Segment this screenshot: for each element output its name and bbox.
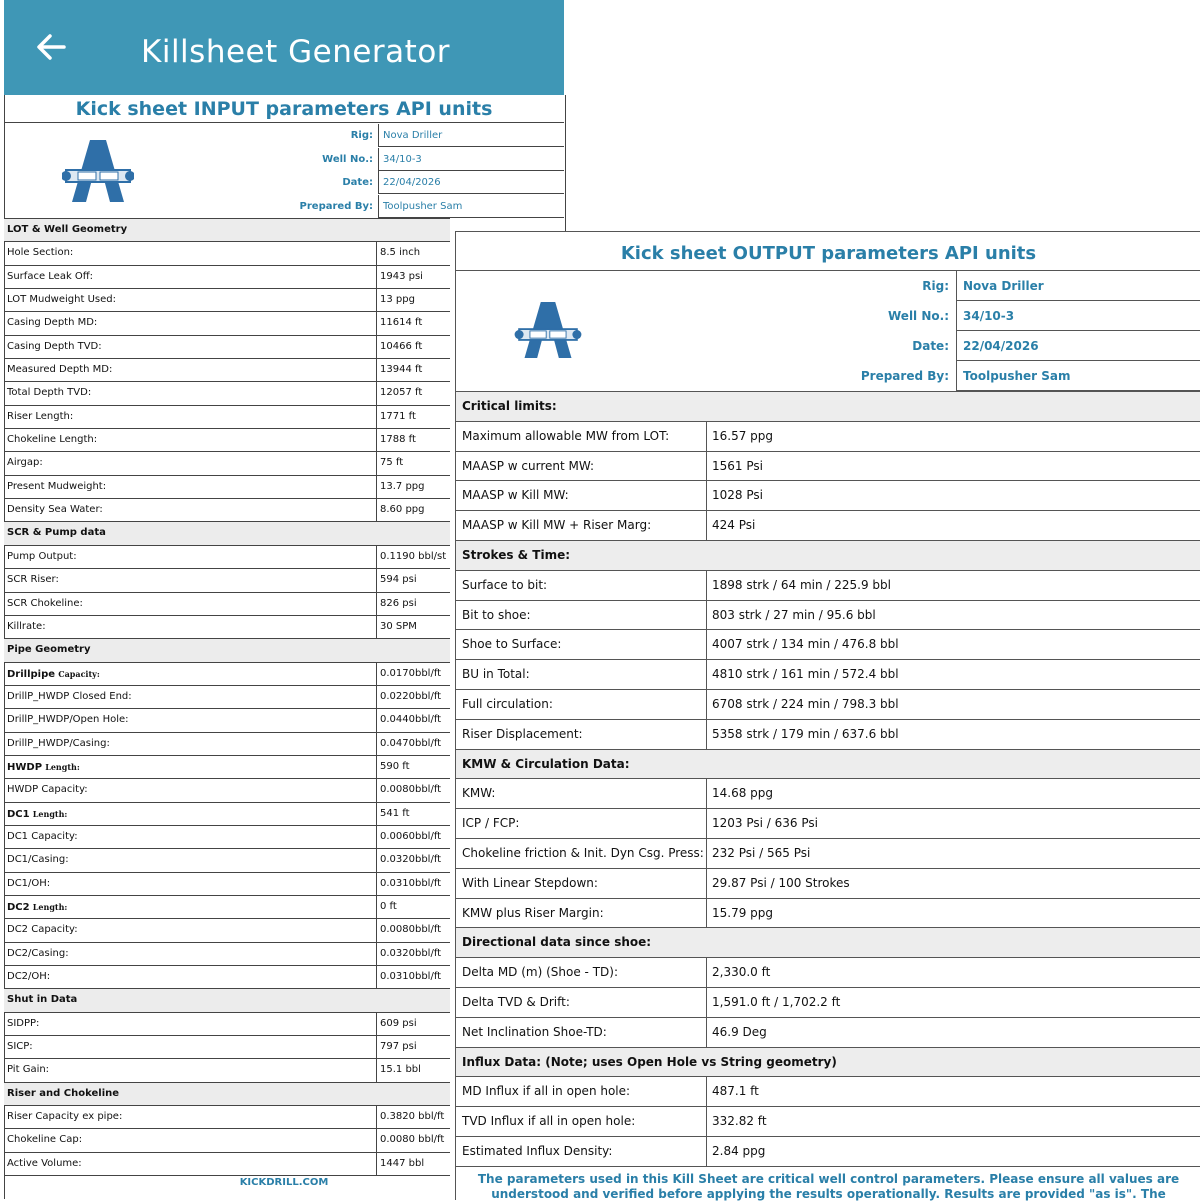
- param-value[interactable]: 1771 ft: [376, 406, 450, 428]
- table-row: [4, 896, 450, 919]
- param-label: Present Mudweight:: [7, 480, 107, 492]
- table-row: [456, 899, 1200, 929]
- section-header: [456, 1048, 1200, 1078]
- table-row: [4, 1106, 450, 1129]
- param-value[interactable]: 1943 psi: [376, 266, 450, 288]
- info-row: [4, 171, 564, 194]
- param-value[interactable]: 75 ft: [376, 452, 450, 474]
- result-label: MAASP w Kill MW:: [462, 488, 569, 503]
- result-value: 1561 Psi: [706, 452, 1200, 481]
- table-row: [4, 803, 450, 826]
- disclaimer-note: The parameters used in this Kill Sheet are critical well control parameters. Please ensure all values are understood and verified before applying the results operationally. Results are provided "as is". The: [477, 1172, 1180, 1201]
- table-row: [456, 481, 1200, 511]
- param-label: Active Volume:: [7, 1157, 82, 1169]
- param-label: DC2 Capacity:: [7, 924, 78, 936]
- info-row: [456, 271, 1200, 301]
- param-label: HWDP Capacity:: [7, 784, 88, 796]
- result-label: BU in Total:: [462, 667, 530, 682]
- table-row: [4, 1153, 450, 1176]
- param-label-sub: Length:: [32, 808, 68, 819]
- param-value[interactable]: 1788 ft: [376, 429, 450, 451]
- param-label: [7, 756, 80, 779]
- table-row: [456, 1137, 1200, 1167]
- param-value[interactable]: 0.0080bbl/ft: [376, 919, 450, 941]
- info-value: 22/04/2026: [956, 331, 1200, 361]
- result-label: Riser Displacement:: [462, 726, 583, 741]
- param-value[interactable]: 13.7 ppg: [376, 476, 450, 498]
- section-header: [4, 1083, 450, 1106]
- table-row: [456, 1077, 1200, 1107]
- table-row: [4, 382, 450, 405]
- param-label-main: HWDP: [7, 761, 43, 773]
- section-title: Influx Data: (Note; uses Open Hole vs String geometry): [462, 1054, 837, 1069]
- param-value[interactable]: 12057 ft: [376, 382, 450, 404]
- param-label: SCR Chokeline:: [7, 597, 83, 609]
- param-label: Casing Depth TVD:: [7, 340, 102, 352]
- output-parameters-table: [456, 391, 1200, 1167]
- table-row: [4, 709, 450, 732]
- param-label: [7, 896, 67, 919]
- param-label: Measured Depth MD:: [7, 364, 113, 376]
- info-label: Well No.:: [322, 153, 373, 165]
- result-label: Net Inclination Shoe-TD:: [462, 1024, 607, 1039]
- result-value: 332.82 ft: [706, 1107, 1200, 1136]
- result-value: 4007 strk / 134 min / 476.8 bbl: [706, 630, 1200, 659]
- param-label: DrillP_HWDP/Casing:: [7, 737, 110, 749]
- result-value: 15.79 ppg: [706, 899, 1200, 928]
- result-value: 2.84 ppg: [706, 1137, 1200, 1166]
- table-row: [456, 720, 1200, 750]
- param-label: Density Sea Water:: [7, 504, 103, 516]
- param-value[interactable]: 826 psi: [376, 593, 450, 615]
- param-label: DC1 Capacity:: [7, 830, 78, 842]
- table-row: [456, 601, 1200, 631]
- param-label: DrillP_HWDP Closed End:: [7, 690, 132, 702]
- result-value: 1203 Psi / 636 Psi: [706, 809, 1200, 838]
- param-label: DC1/Casing:: [7, 854, 69, 866]
- info-label: Prepared By:: [860, 369, 949, 383]
- result-value: 16.57 ppg: [706, 422, 1200, 451]
- param-value[interactable]: 0.0220bbl/ft: [376, 686, 450, 708]
- param-label-main: DC1: [7, 808, 30, 820]
- table-row: [456, 958, 1200, 988]
- result-label: Delta TVD & Drift:: [462, 994, 570, 1009]
- result-value: 5358 strk / 179 min / 637.6 bbl: [706, 720, 1200, 749]
- table-row: [4, 779, 450, 802]
- result-label: MAASP w current MW:: [462, 458, 595, 473]
- param-value[interactable]: 11614 ft: [376, 312, 450, 334]
- result-label: Shoe to Surface:: [462, 637, 562, 652]
- table-row: [4, 569, 450, 592]
- param-label-main: Drillpipe: [7, 668, 56, 680]
- result-value: 1028 Psi: [706, 481, 1200, 510]
- input-footer-link[interactable]: KICKDRILL.COM: [239, 1177, 329, 1188]
- info-label: Rig:: [350, 130, 373, 141]
- app-bar: [4, 0, 564, 95]
- result-value: 4810 strk / 161 min / 572.4 bbl: [706, 660, 1200, 689]
- table-row: [4, 943, 450, 966]
- section-header: [4, 522, 450, 545]
- param-label: [7, 803, 67, 826]
- section-title: Shut in Data: [7, 994, 78, 1006]
- table-row: [456, 988, 1200, 1018]
- result-value: 29.87 Psi / 100 Strokes: [706, 869, 1200, 898]
- table-row: [4, 1036, 450, 1059]
- param-label-sub: Length:: [45, 761, 80, 772]
- section-title: Critical limits:: [462, 399, 557, 413]
- result-value: 2,330.0 ft: [706, 958, 1200, 987]
- result-value: 1898 strk / 64 min / 225.9 bbl: [706, 571, 1200, 600]
- info-value[interactable]: Nova Driller: [378, 124, 564, 147]
- result-label: Surface to bit:: [462, 577, 548, 592]
- table-row: [4, 966, 450, 989]
- result-label: TVD Influx if all in open hole:: [462, 1114, 636, 1129]
- info-row: [456, 361, 1200, 391]
- param-value[interactable]: 0.0310bbl/ft: [376, 966, 450, 988]
- table-row: [4, 359, 450, 382]
- param-label: DC2/OH:: [7, 971, 51, 982]
- table-row: [4, 499, 450, 522]
- section-title: LOT & Well Geometry: [7, 224, 128, 235]
- result-label: ICP / FCP:: [462, 816, 520, 831]
- table-row: [4, 312, 450, 335]
- table-row: [4, 452, 450, 475]
- section-title: SCR & Pump data: [7, 527, 106, 539]
- section-header: [456, 392, 1200, 422]
- table-row: [456, 630, 1200, 660]
- param-label: [7, 663, 100, 686]
- table-row: [456, 422, 1200, 452]
- info-row: [4, 148, 564, 171]
- info-value: Toolpusher Sam: [956, 361, 1200, 391]
- section-header: [456, 750, 1200, 780]
- info-row: [4, 195, 564, 218]
- param-value[interactable]: 10466 ft: [376, 336, 450, 358]
- table-row: [456, 690, 1200, 720]
- param-value[interactable]: 0.0170bbl/ft: [376, 663, 450, 685]
- table-row: [4, 686, 450, 709]
- param-value[interactable]: 0.0470bbl/ft: [376, 733, 450, 755]
- result-label: Estimated Influx Density:: [462, 1143, 613, 1158]
- param-value[interactable]: 30 SPM: [376, 616, 450, 638]
- result-value: 46.9 Deg: [706, 1018, 1200, 1047]
- info-label: Date:: [912, 339, 949, 353]
- param-label: Riser Capacity ex pipe:: [7, 1111, 123, 1123]
- info-label: Date:: [342, 177, 373, 188]
- param-label: Riser Length:: [7, 410, 74, 422]
- table-row: [456, 869, 1200, 899]
- table-row: [4, 919, 450, 942]
- section-header: [4, 989, 450, 1012]
- param-label: SCR Riser:: [7, 574, 59, 586]
- info-row: [456, 301, 1200, 331]
- table-row: [456, 660, 1200, 690]
- param-label: Pit Gain:: [7, 1064, 50, 1076]
- result-value: 803 strk / 27 min / 95.6 bbl: [706, 601, 1200, 630]
- info-row: [456, 331, 1200, 361]
- result-value: 6708 strk / 224 min / 798.3 bbl: [706, 690, 1200, 719]
- info-label: Prepared By:: [299, 200, 373, 212]
- table-row: [4, 406, 450, 429]
- table-row: [4, 476, 450, 499]
- table-row: [4, 429, 450, 452]
- param-value[interactable]: 8.5 inch: [376, 242, 450, 264]
- section-header: [4, 639, 450, 662]
- param-value[interactable]: 0.0080 bbl/ft: [376, 1129, 450, 1151]
- param-label: Killrate:: [7, 620, 46, 632]
- param-value[interactable]: 0.0080bbl/ft: [376, 779, 450, 801]
- param-label-sub: Capacity:: [58, 668, 100, 679]
- param-value[interactable]: 13 ppg: [376, 289, 450, 311]
- table-row: [456, 571, 1200, 601]
- param-value[interactable]: 541 ft: [376, 803, 450, 825]
- result-label: Delta MD (m) (Shoe - TD):: [462, 965, 618, 980]
- table-row: [456, 779, 1200, 809]
- info-row: [4, 124, 564, 147]
- info-label: Rig:: [922, 279, 949, 293]
- result-label: Full circulation:: [462, 696, 553, 711]
- param-value[interactable]: 609 psi: [376, 1013, 450, 1035]
- table-row: [4, 242, 450, 265]
- output-sheet-heading: Kick sheet OUTPUT parameters API units: [456, 232, 1200, 271]
- param-label: Casing Depth MD:: [7, 317, 98, 329]
- section-title: Directional data since shoe:: [462, 935, 652, 950]
- info-value[interactable]: 34/10-3: [378, 148, 564, 171]
- param-label: DC1/OH:: [7, 877, 51, 889]
- param-value[interactable]: 0.0440bbl/ft: [376, 709, 450, 731]
- param-label: Total Depth TVD:: [7, 387, 92, 399]
- table-row: [4, 546, 450, 569]
- table-row: [4, 593, 450, 616]
- param-label-sub: Length:: [32, 901, 68, 912]
- input-parameters-table: [4, 218, 450, 1176]
- section-header: [4, 219, 450, 242]
- param-value[interactable]: 594 psi: [376, 569, 450, 591]
- result-value: 232 Psi / 565 Psi: [706, 839, 1200, 868]
- table-row: [456, 452, 1200, 482]
- param-value[interactable]: 13944 ft: [376, 359, 450, 381]
- table-row: [4, 849, 450, 872]
- param-value[interactable]: 0.3820 bbl/ft: [376, 1106, 450, 1128]
- result-label: Chokeline friction & Init. Dyn Csg. Press:: [462, 845, 704, 860]
- param-value[interactable]: 0 ft: [376, 896, 450, 918]
- table-row: [4, 336, 450, 359]
- param-label: SICP:: [7, 1041, 33, 1053]
- table-row: [4, 289, 450, 312]
- param-label: SIDPP:: [7, 1017, 40, 1029]
- table-row: [456, 1107, 1200, 1137]
- output-sheet: [455, 231, 1200, 1200]
- section-title: Pipe Geometry: [7, 644, 91, 656]
- result-value: 1,591.0 ft / 1,702.2 ft: [706, 988, 1200, 1017]
- table-row: [4, 873, 450, 896]
- param-value[interactable]: 15.1 bbl: [376, 1059, 450, 1081]
- app-title: Killsheet Generator: [141, 34, 451, 70]
- param-label-main: DC2: [7, 901, 30, 913]
- result-label: MD Influx if all in open hole:: [462, 1084, 631, 1099]
- section-title: KMW & Circulation Data:: [462, 756, 630, 771]
- input-sheet-heading: Kick sheet INPUT parameters API units: [4, 96, 564, 123]
- param-value[interactable]: 590 ft: [376, 756, 450, 778]
- param-label: DrillP_HWDP/Open Hole:: [7, 714, 129, 726]
- param-label: LOT Mudweight Used:: [7, 294, 116, 306]
- result-label: Bit to shoe:: [462, 607, 531, 622]
- section-title: Riser and Chokeline: [7, 1087, 120, 1099]
- info-value[interactable]: Toolpusher Sam: [378, 195, 564, 218]
- param-label: Airgap:: [7, 457, 43, 469]
- info-value[interactable]: 22/04/2026: [378, 171, 564, 194]
- param-value[interactable]: 1447 bbl: [376, 1153, 450, 1175]
- result-label: Maximum allowable MW from LOT:: [462, 428, 670, 443]
- back-arrow-icon[interactable]: [34, 30, 68, 64]
- param-label: Chokeline Cap:: [7, 1134, 83, 1146]
- param-value[interactable]: 8.60 ppg: [376, 499, 450, 521]
- result-label: KMW:: [462, 786, 496, 801]
- param-value[interactable]: 797 psi: [376, 1036, 450, 1058]
- result-label: KMW plus Riser Margin:: [462, 905, 604, 920]
- param-label: Surface Leak Off:: [7, 270, 94, 282]
- table-row: [4, 826, 450, 849]
- info-label: Well No.:: [888, 309, 949, 323]
- param-value[interactable]: 0.0060bbl/ft: [376, 826, 450, 848]
- param-value[interactable]: 0.0320bbl/ft: [376, 943, 450, 965]
- section-title: Strokes & Time:: [462, 547, 571, 562]
- param-value[interactable]: 0.1190 bbl/st: [376, 546, 450, 568]
- table-row: [4, 1013, 450, 1036]
- table-row: [4, 663, 450, 686]
- table-row: [456, 839, 1200, 869]
- result-label: With Linear Stepdown:: [462, 875, 598, 890]
- section-header: [456, 928, 1200, 958]
- result-label: MAASP w Kill MW + Riser Marg:: [462, 518, 652, 533]
- table-row: [4, 733, 450, 756]
- info-value: 34/10-3: [956, 301, 1200, 331]
- result-value: 424 Psi: [706, 511, 1200, 540]
- table-row: [4, 1129, 450, 1152]
- table-row: [456, 809, 1200, 839]
- param-label: Hole Section:: [7, 247, 74, 259]
- param-label: DC2/Casing:: [7, 947, 69, 959]
- table-row: [4, 756, 450, 779]
- result-value: 487.1 ft: [706, 1077, 1200, 1106]
- result-value: 14.68 ppg: [706, 779, 1200, 808]
- info-value: Nova Driller: [956, 271, 1200, 301]
- table-row: [4, 1059, 450, 1082]
- table-row: [4, 616, 450, 639]
- param-label: Pump Output:: [7, 550, 77, 562]
- param-label: Chokeline Length:: [7, 434, 98, 446]
- section-header: [456, 541, 1200, 571]
- table-row: [456, 1018, 1200, 1048]
- param-value[interactable]: 0.0320bbl/ft: [376, 849, 450, 871]
- param-value[interactable]: 0.0310bbl/ft: [376, 873, 450, 895]
- table-row: [4, 266, 450, 289]
- table-row: [456, 511, 1200, 541]
